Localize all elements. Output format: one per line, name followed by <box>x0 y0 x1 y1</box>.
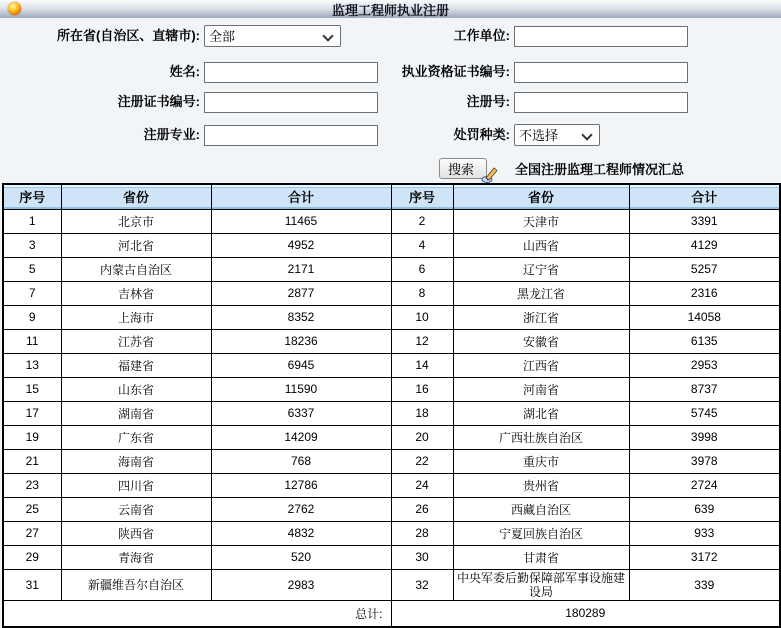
total-count: 2171 <box>211 257 391 281</box>
registration-cert-label: 注册证书编号: <box>117 94 200 109</box>
row-number: 32 <box>391 569 453 600</box>
total-count: 520 <box>211 545 391 569</box>
row-number: 7 <box>3 281 61 305</box>
col-header-total: 合计 <box>629 184 780 209</box>
form-row-1 <box>0 25 781 47</box>
total-count: 4952 <box>211 233 391 257</box>
registration-no-input[interactable] <box>514 92 688 113</box>
total-count: 6135 <box>629 329 780 353</box>
total-count: 6337 <box>211 401 391 425</box>
col-header-province: 省份 <box>453 184 629 209</box>
table-row <box>3 473 780 497</box>
province-name: 广东省 <box>61 425 211 449</box>
table-row <box>3 497 780 521</box>
province-name: 贵州省 <box>453 473 629 497</box>
total-count: 14058 <box>629 305 780 329</box>
table-row <box>3 377 780 401</box>
row-number: 27 <box>3 521 61 545</box>
province-name: 新疆维吾尔自治区 <box>61 569 211 600</box>
total-count: 5257 <box>629 257 780 281</box>
province-name: 湖北省 <box>453 401 629 425</box>
table-header-row <box>3 184 780 209</box>
total-count: 2316 <box>629 281 780 305</box>
total-count: 3391 <box>629 209 780 233</box>
total-count: 8352 <box>211 305 391 329</box>
row-number: 26 <box>391 497 453 521</box>
total-count: 5745 <box>629 401 780 425</box>
col-header-index: 序号 <box>391 184 453 209</box>
row-number: 10 <box>391 305 453 329</box>
table-row <box>3 425 780 449</box>
form-row-3 <box>0 91 781 113</box>
total-count: 768 <box>211 449 391 473</box>
summary-table <box>2 183 781 628</box>
total-count: 933 <box>629 521 780 545</box>
total-count: 339 <box>629 569 780 600</box>
col-header-index: 序号 <box>3 184 61 209</box>
name-label: 姓名: <box>169 64 200 79</box>
title-bar <box>0 0 781 18</box>
province-name: 海南省 <box>61 449 211 473</box>
province-name: 黑龙江省 <box>453 281 629 305</box>
table-row <box>3 401 780 425</box>
province-name: 山西省 <box>453 233 629 257</box>
row-number: 31 <box>3 569 61 600</box>
row-number: 19 <box>3 425 61 449</box>
row-number: 8 <box>391 281 453 305</box>
total-count: 3998 <box>629 425 780 449</box>
province-name: 西藏自治区 <box>453 497 629 521</box>
total-count: 18236 <box>211 329 391 353</box>
row-number: 22 <box>391 449 453 473</box>
total-count: 2953 <box>629 353 780 377</box>
col-header-province: 省份 <box>61 184 211 209</box>
province-name: 四川省 <box>61 473 211 497</box>
row-number: 3 <box>3 233 61 257</box>
qualification-cert-input[interactable] <box>514 62 688 83</box>
row-number: 25 <box>3 497 61 521</box>
qualification-cert-label: 执业资格证书编号: <box>401 64 510 79</box>
total-count: 4832 <box>211 521 391 545</box>
province-name: 重庆市 <box>453 449 629 473</box>
province-name: 河北省 <box>61 233 211 257</box>
province-name: 福建省 <box>61 353 211 377</box>
province-name: 安徽省 <box>453 329 629 353</box>
table-row <box>3 233 780 257</box>
penalty-select-wrap <box>514 124 600 146</box>
search-button[interactable] <box>439 158 487 179</box>
table-row <box>3 209 780 233</box>
penalty-select[interactable] <box>514 124 600 146</box>
row-number: 29 <box>3 545 61 569</box>
major-label: 注册专业: <box>143 127 200 142</box>
page-title: 监理工程师执业注册 <box>331 2 449 18</box>
province-name: 云南省 <box>61 497 211 521</box>
row-number: 6 <box>391 257 453 281</box>
row-number: 18 <box>391 401 453 425</box>
province-select-wrap <box>204 25 341 47</box>
province-name: 北京市 <box>61 209 211 233</box>
penalty-label: 处罚种类: <box>453 127 510 142</box>
total-count: 3978 <box>629 449 780 473</box>
row-number: 1 <box>3 209 61 233</box>
row-number: 21 <box>3 449 61 473</box>
province-name: 天津市 <box>453 209 629 233</box>
province-name: 浙江省 <box>453 305 629 329</box>
province-name: 山东省 <box>61 377 211 401</box>
row-number: 28 <box>391 521 453 545</box>
total-count: 2724 <box>629 473 780 497</box>
province-name: 河南省 <box>453 377 629 401</box>
row-number: 23 <box>3 473 61 497</box>
search-form <box>0 18 781 179</box>
table-row <box>3 449 780 473</box>
province-name: 吉林省 <box>61 281 211 305</box>
table-total-row <box>3 600 780 627</box>
summary-title: 全国注册监理工程师情况汇总 <box>515 161 685 177</box>
total-count: 11465 <box>211 209 391 233</box>
work-unit-input[interactable] <box>514 26 688 47</box>
pencil-ink-icon <box>481 166 498 183</box>
table-row <box>3 545 780 569</box>
total-count: 2762 <box>211 497 391 521</box>
province-name: 江西省 <box>453 353 629 377</box>
province-label: 所在省(自治区、直辖市): <box>57 28 200 43</box>
status-orb-icon <box>8 2 21 15</box>
row-number: 24 <box>391 473 453 497</box>
province-name: 陕西省 <box>61 521 211 545</box>
row-number: 30 <box>391 545 453 569</box>
province-select[interactable] <box>204 25 341 47</box>
row-number: 9 <box>3 305 61 329</box>
total-count: 2877 <box>211 281 391 305</box>
total-count: 2983 <box>211 569 391 600</box>
total-count: 14209 <box>211 425 391 449</box>
row-number: 11 <box>3 329 61 353</box>
total-count: 6945 <box>211 353 391 377</box>
row-number: 16 <box>391 377 453 401</box>
province-name: 广西壮族自治区 <box>453 425 629 449</box>
total-count: 639 <box>629 497 780 521</box>
province-name: 内蒙古自治区 <box>61 257 211 281</box>
province-name: 青海省 <box>61 545 211 569</box>
table-row <box>3 521 780 545</box>
total-label: 总计: <box>3 600 391 627</box>
table-row <box>3 353 780 377</box>
table-row <box>3 281 780 305</box>
work-unit-label: 工作单位: <box>453 28 510 43</box>
province-name: 中央军委后勤保障部军事设施建设局 <box>453 569 629 600</box>
total-count: 8737 <box>629 377 780 401</box>
name-input[interactable] <box>204 62 378 83</box>
province-name: 上海市 <box>61 305 211 329</box>
row-number: 5 <box>3 257 61 281</box>
row-number: 4 <box>391 233 453 257</box>
row-number: 20 <box>391 425 453 449</box>
table-row <box>3 569 780 600</box>
registration-cert-input[interactable] <box>204 92 378 113</box>
row-number: 2 <box>391 209 453 233</box>
row-number: 13 <box>3 353 61 377</box>
total-value: 180289 <box>391 600 780 627</box>
province-name: 江苏省 <box>61 329 211 353</box>
total-count: 3172 <box>629 545 780 569</box>
form-row-4 <box>0 124 781 146</box>
summary-table-body <box>3 209 780 600</box>
row-number: 12 <box>391 329 453 353</box>
search-button-label: 搜索 <box>448 161 475 177</box>
row-number: 17 <box>3 401 61 425</box>
table-row <box>3 305 780 329</box>
table-row <box>3 257 780 281</box>
province-name: 宁夏回族自治区 <box>453 521 629 545</box>
province-name: 湖南省 <box>61 401 211 425</box>
total-count: 11590 <box>211 377 391 401</box>
row-number: 14 <box>391 353 453 377</box>
major-input[interactable] <box>204 125 378 146</box>
registration-no-label: 注册号: <box>466 94 510 109</box>
province-name: 甘肃省 <box>453 545 629 569</box>
col-header-total: 合计 <box>211 184 391 209</box>
province-name: 辽宁省 <box>453 257 629 281</box>
total-count: 12786 <box>211 473 391 497</box>
table-row <box>3 329 780 353</box>
action-row <box>0 157 781 179</box>
form-row-2 <box>0 58 781 86</box>
row-number: 15 <box>3 377 61 401</box>
total-count: 4129 <box>629 233 780 257</box>
